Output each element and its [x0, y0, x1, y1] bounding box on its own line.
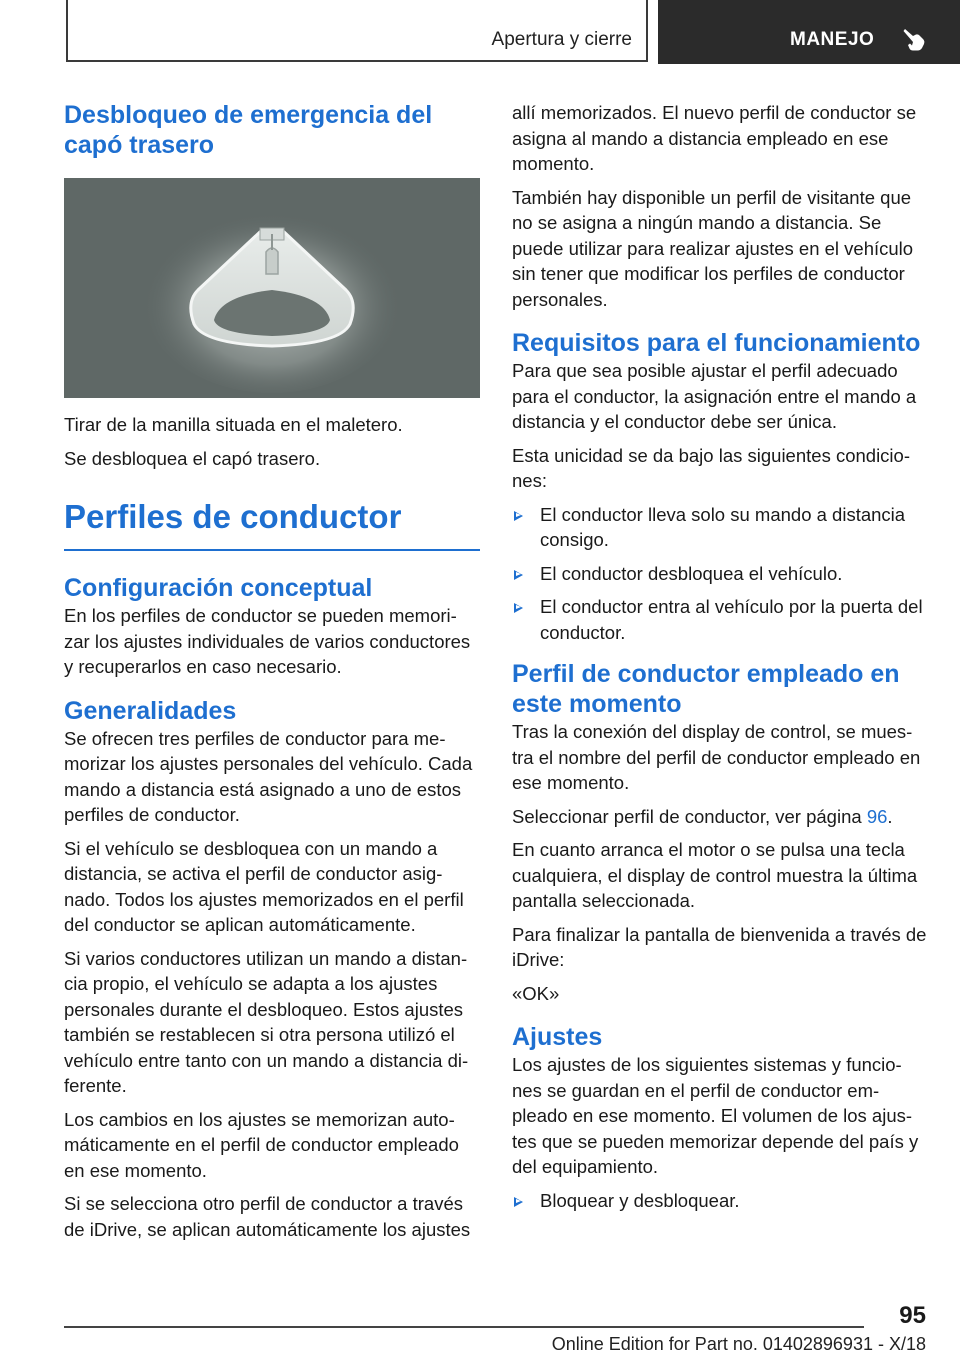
- paragraph: Los ajustes de los siguientes sistemas y funcio-nes se guardan en el perfil de conductor em-pleado en ese momento. El volumen de los ajus-tes que se pueden memorizar depende del país y del equipamiento.: [512, 1054, 919, 1177]
- section-header: [66, 0, 648, 62]
- paragraph: Los cambios en los ajustes se memorizan auto-máticamente en el perfil de conductor empleado en ese momento.: [64, 1108, 459, 1181]
- paragraph: También hay disponible un perfil de visitante que no se asigna a ningún mando a distancia. Se puede utilizar para realizar ajustes en el vehículo sin tener que modificar los perfiles de conductor personales.: [512, 186, 914, 310]
- chapter-title: MANEJO: [790, 29, 875, 50]
- paragraph: Esta unicidad se da bajo las siguientes condicio-nes:: [512, 444, 910, 491]
- page-number: 95: [899, 1302, 926, 1329]
- paragraph: Si varios conductores utilizan un mando a distan-cia propio, el vehículo se adapta a los ajustes personales durante el desbloqueo. Estos ajustes también se restablecen si otra persona utilizó el vehículo entre tanto con un mando a distancia di-ferente.: [64, 947, 469, 1096]
- left-column: [64, 100, 480, 1250]
- section-title: Apertura y cierre: [491, 29, 632, 50]
- list-item: Bloquear y desbloquear.: [512, 1188, 928, 1214]
- paragraph: Si se selecciona otro perfil de conductor a través de iDrive, se aplican automáticamente los ajustes: [64, 1193, 471, 1240]
- heading-emergency-release: Desbloqueo de emergencia del capó trasero: [64, 101, 433, 159]
- page-reference-link[interactable]: 96: [866, 805, 888, 827]
- triangle-bullet-icon: [514, 570, 523, 580]
- conditions-list: [512, 502, 928, 646]
- paragraph: En cuanto arranca el motor o se pulsa una tecla cualquiera, el display de control muestra la última pantalla seleccionada.: [512, 839, 918, 911]
- heading-current-profile: Perfil de conductor empleado en este momento: [512, 660, 900, 718]
- paragraph: Se ofrecen tres perfiles de conductor para me-morizar los ajustes personales del vehículo. Cada mando a distancia está asignado a uno de estos perfiles de conductor.: [64, 727, 473, 825]
- list-item: El conductor entra al vehículo por la puerta del conductor.: [512, 594, 928, 645]
- footer-divider: [64, 1326, 864, 1328]
- paragraph: Para finalizar la pantalla de bienvenida a través de iDrive:: [512, 923, 927, 970]
- list-item: El conductor desbloquea el vehículo.: [512, 561, 928, 587]
- right-column: [512, 100, 928, 1221]
- heading-requirements: Requisitos para el funcionamiento: [512, 329, 921, 357]
- settings-list: [512, 1188, 928, 1214]
- heading-driver-profiles: Perfiles de conductor: [64, 498, 402, 535]
- paragraph: Para que sea posible ajustar el perfil adecuado para el conductor, la asignación entre el mando a distancia y el conductor debe ser única.: [512, 360, 917, 432]
- trunk-release-handle-image: [64, 178, 480, 398]
- paragraph: Tirar de la manilla situada en el maletero.: [64, 414, 403, 435]
- heading-settings: Ajustes: [512, 1023, 603, 1051]
- paragraph: Tras la conexión del display de control, se mues-tra el nombre del perfil de conductor empleado en ese momento.: [512, 721, 921, 793]
- section-heading: [64, 497, 480, 551]
- edition-footer: Online Edition for Part no. 01402896931 - X/18: [551, 1334, 926, 1354]
- trunk-handle-illustration: [64, 178, 480, 398]
- triangle-bullet-icon: [514, 1197, 523, 1207]
- triangle-bullet-icon: [514, 511, 523, 521]
- paragraph: Si el vehículo se desbloquea con un mando a distancia, se activa el perfil de conductor asig-nado. Todos los ajustes memorizados en el perfil del conductor se aplican automáticamente.: [64, 837, 464, 935]
- paragraph: allí memorizados. El nuevo perfil de conductor se asigna al mando a distancia empleado en ese momento.: [512, 102, 917, 174]
- list-item: El conductor lleva solo su mando a distancia consigo.: [512, 502, 928, 553]
- paragraph: «OK»: [512, 982, 560, 1004]
- page-header: [66, 0, 960, 64]
- paragraph: Seleccionar perfil de conductor, ver página 96.: [512, 805, 893, 827]
- heading-general: Generalidades: [64, 696, 237, 725]
- chapter-tab: [658, 0, 960, 64]
- heading-concept: Configuración conceptual: [64, 574, 373, 602]
- pointing-hand-icon: [902, 26, 926, 52]
- paragraph: Se desbloquea el capó trasero.: [64, 447, 321, 469]
- triangle-bullet-icon: [514, 603, 523, 613]
- paragraph: En los perfiles de conductor se pueden memori-zar los ajustes individuales de varios conductores y recuperarlos en caso necesario.: [64, 605, 471, 677]
